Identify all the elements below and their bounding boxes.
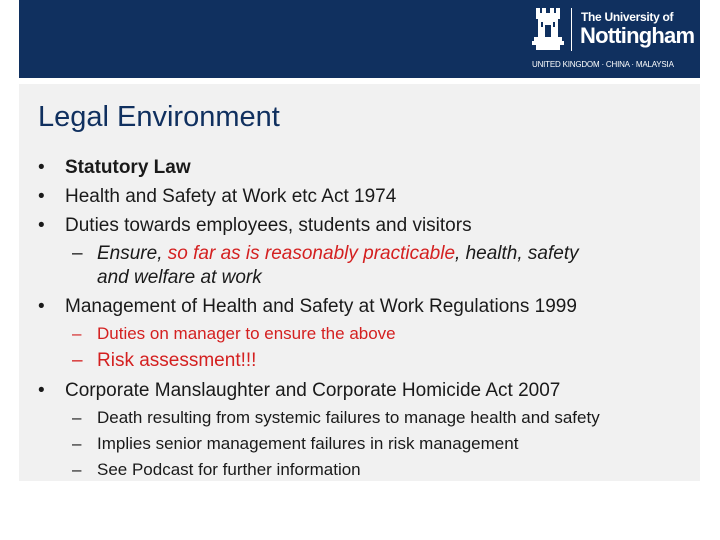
sub-bullet-item (97, 243, 579, 265)
bullet-marker: • (38, 157, 45, 178)
logo-text-line1: The University of (581, 10, 674, 24)
sub-bullet-dash: – (72, 243, 83, 264)
bullet-item: Management of Health and Safety at Work Regulations 1999 (65, 296, 577, 317)
bullet-marker: • (38, 186, 45, 207)
sub-bullet-item: Duties on manager to ensure the above (97, 324, 396, 343)
university-logo (530, 6, 695, 74)
bullet-item: Corporate Manslaughter and Corporate Homicide Act 2007 (65, 380, 561, 401)
sub-bullet-item: Death resulting from systemic failures to manage health and safety (97, 408, 600, 427)
sub-bullet-dash: – (72, 408, 82, 427)
logo-tagline: UNITED KINGDOM · CHINA · MALAYSIA (532, 60, 674, 69)
sub-bullet-item: See Podcast for further information (97, 460, 361, 479)
bullet-item: Duties towards employees, students and visitors (65, 215, 472, 236)
sub-bullet-prefix: Ensure, (97, 243, 168, 264)
sub-bullet-continuation: and welfare at work (97, 267, 262, 288)
sub-bullet-item: Risk assessment!!! (97, 350, 257, 371)
sub-bullet-highlight: so far as is reasonably practicable (167, 243, 456, 264)
bullet-marker: • (38, 296, 45, 317)
sub-bullet-item: Implies senior management failures in risk management (97, 434, 519, 453)
sub-bullet-dash: – (72, 460, 82, 479)
bullet-marker: • (38, 215, 45, 236)
bullet-item: Health and Safety at Work etc Act 1974 (65, 186, 397, 207)
slide-title: Legal Environment (38, 101, 280, 133)
castle-crest-icon (532, 8, 564, 52)
sub-bullet-dash: – (72, 350, 83, 371)
logo-divider (571, 8, 572, 51)
logo-text-line2: Nottingham (580, 23, 695, 48)
bullet-item: Statutory Law (65, 157, 191, 178)
sub-bullet-dash: – (72, 434, 82, 453)
sub-bullet-dash: – (72, 324, 82, 343)
sub-bullet-suffix: , health, safety (455, 243, 579, 264)
bullet-marker: • (38, 380, 45, 401)
